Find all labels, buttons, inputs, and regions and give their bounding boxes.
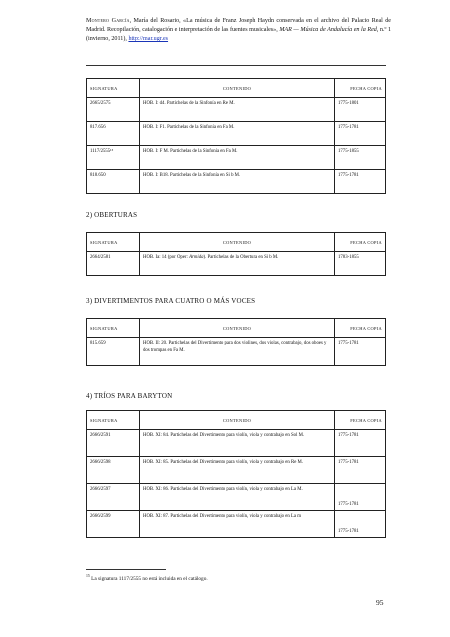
cell-signatura: 2666/2599: [87, 511, 140, 538]
cell-contenido: HOB. I: B18. Partichelas de la Sinfonía en Si b M.: [140, 170, 335, 194]
header-contenido: CONTENIDO: [140, 411, 335, 430]
header-fecha: FECHA COPIA: [335, 411, 386, 430]
divertimentos-table: [86, 318, 386, 366]
table-row: [87, 430, 386, 457]
table-row: [87, 511, 386, 538]
cell-contenido: HOB. XI: 87. Partichelas del Divertimento para violín, viola y contrabajo en La m: [140, 511, 335, 538]
cell-contenido: HOB. I: d4. Partichelas de la Sinfonía en Re M.: [140, 98, 335, 122]
cell-contenido: HOB. I: F1. Partichelas de la Sinfonía en Fa M.: [140, 122, 335, 146]
cell-signatura: 2665/2575: [87, 98, 140, 122]
header-contenido: CONTENIDO: [140, 233, 335, 252]
cell-fecha: 1775-1781: [335, 338, 386, 366]
cell-fecha: 1775-1855: [335, 146, 386, 170]
cell-signatura: 2666/2598: [87, 457, 140, 484]
table-header-row: [87, 411, 386, 430]
header-divider: [86, 65, 386, 66]
cell-fecha: 1775-1801: [335, 98, 386, 122]
cell-fecha: 1775-1781: [335, 430, 386, 457]
cell-signatura: 818.650: [87, 170, 140, 194]
section-title-divertimentos: 3) DIVERTIMENTOS PARA CUATRO O MÁS VOCES: [86, 297, 256, 305]
contenido-prefix: HOB. Ia: 14 (por Oper:: [143, 255, 190, 260]
header-signatura: SIGNATURA: [87, 79, 140, 98]
citation-text: , María del Rosario, «La música de Franz Joseph Haydn conservada en el archivo del Palacio Real de Madrid. Recopilación, catalogación e interpretación de las fuentes musicales»,: [86, 18, 391, 33]
cell-contenido: HOB. XI: 86. Partichelas del Divertimento para violín, viola y contrabajo en La M.: [140, 484, 335, 511]
cell-signatura: 1117/2555¹⁵: [87, 146, 140, 170]
cell-fecha: 1775-1781: [335, 484, 386, 511]
author-name: Montero García: [86, 18, 130, 24]
header-signatura: SIGNATURA: [87, 411, 140, 430]
table-row: [87, 170, 386, 194]
table-row: [87, 252, 386, 276]
cell-fecha: 1783-1855: [335, 252, 386, 276]
header-signatura: SIGNATURA: [87, 233, 140, 252]
cell-contenido: [140, 252, 335, 276]
table-row: [87, 122, 386, 146]
header-fecha: FECHA COPIA: [335, 233, 386, 252]
table-row: [87, 457, 386, 484]
footnote-text: La signatura 1117/2555 no está incluida en el catálogo.: [89, 575, 208, 582]
page-number: 95: [376, 598, 384, 607]
issue-info: , n.º 1 (invierno, 2011),: [86, 27, 391, 42]
opera-title: Armida: [189, 255, 204, 260]
footnote: [86, 574, 208, 582]
journal-link[interactable]: http://mar.ugr.es: [128, 36, 169, 42]
baryton-trios-table: [86, 410, 386, 538]
header-fecha: FECHA COPIA: [335, 79, 386, 98]
cell-signatura: 2666/2597: [87, 484, 140, 511]
running-header: [86, 17, 391, 44]
footnote-marker: 15: [86, 574, 90, 578]
cell-contenido: HOB. XI: 84. Partichelas del Divertimento para violín, viola y contrabajo en Sol M.: [140, 430, 335, 457]
section-title-oberturas: 2) OBERTURAS: [86, 211, 138, 219]
cell-contenido: HOB. XI: 85. Partichelas del Divertimento para violín, viola y contrabajo en Re M.: [140, 457, 335, 484]
symphonies-table: [86, 78, 386, 194]
section-title-trios: 4) TRÍOS PARA BARYTON: [86, 392, 173, 400]
table-row: [87, 338, 386, 366]
cell-signatura: 2664/2581: [87, 252, 140, 276]
header-contenido: CONTENIDO: [140, 319, 335, 338]
cell-fecha: 1775-1781: [335, 122, 386, 146]
cell-signatura: 2666/2591: [87, 430, 140, 457]
contenido-suffix: ). Partichelas de la Obertura en Si b M.: [203, 255, 279, 260]
table-header-row: [87, 233, 386, 252]
table-row: [87, 484, 386, 511]
cell-contenido: HOB. II: 20. Partichelas del Divertimento para dos violines, dos violas, contrabajo, dos oboes y dos trompas en Fa M.: [140, 338, 335, 366]
overtures-table: [86, 232, 386, 276]
cell-fecha: 1775-1781: [335, 170, 386, 194]
cell-fecha: 1775-1781: [335, 457, 386, 484]
cell-signatura: 815.659: [87, 338, 140, 366]
table-row: [87, 98, 386, 122]
cell-fecha: 1775-1781: [335, 511, 386, 538]
header-contenido: CONTENIDO: [140, 79, 335, 98]
cell-contenido: HOB. I: F M. Partichelas de la Sinfonía en Fa M.: [140, 146, 335, 170]
header-signatura: SIGNATURA: [87, 319, 140, 338]
header-fecha: FECHA COPIA: [335, 319, 386, 338]
table-header-row: [87, 319, 386, 338]
journal-name: MAR — Música de Andalucía en la Red: [279, 27, 377, 33]
cell-signatura: 817.656: [87, 122, 140, 146]
table-header-row: [87, 79, 386, 98]
table-row: [87, 146, 386, 170]
footnote-divider: [86, 569, 166, 570]
